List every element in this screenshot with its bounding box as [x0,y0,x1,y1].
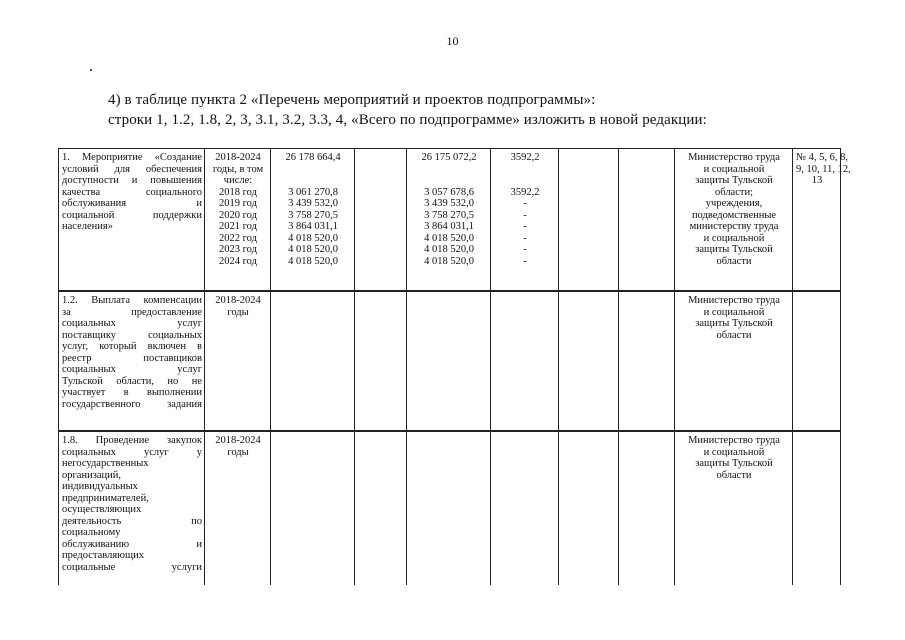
regional-head-value: 26 175 072,2 [421,152,477,163]
text-line: 2018-2024 [215,152,261,163]
empty-cell [619,149,675,292]
text-line: деятельность по [62,515,202,527]
text-line: области [716,329,752,341]
text-line: - [523,255,527,267]
text-line: 3 864 031,1 [424,221,474,232]
other-cell [491,149,559,292]
text-line: - [523,232,527,244]
text-line: 4 018 520,0 [288,244,338,255]
text-line: Министерство труда [688,152,780,163]
regional-cell [407,431,491,585]
text-line: - [523,244,527,255]
years-cell [205,149,271,292]
total-list [274,187,352,268]
total-head-value: 26 178 664,4 [285,152,341,163]
text-line: 3592,2 [510,186,540,198]
table-row [59,149,841,292]
measure-name [62,295,202,410]
indicators-cell [793,431,841,585]
executor-cell [675,431,793,585]
text-line: социальных услуг [62,318,202,329]
indicators-cell [793,149,851,292]
text-line: условий для обеспечения [62,163,202,175]
intro-line-2: строки 1, 1.2, 1.8, 2, 3, 3.1, 3.2, 3.3, 4, «Всего по подпрограмме» изложить в новой редакции: [108,112,707,128]
years-cell [205,431,271,585]
federal-cell [355,431,407,585]
total-cell [271,431,355,585]
years-list [208,295,268,318]
text-line: Министерство труда [688,295,780,306]
executor [678,435,790,481]
years-cell [205,291,271,431]
text-line: индивидуальных [62,481,138,492]
text-line: 2018-2024 [215,435,261,446]
text-line: предоставляющих [62,550,144,561]
text-line: - [523,198,527,209]
text-line: - [523,209,527,221]
text-line: качества социального [62,186,202,198]
text-line: негосударственных [62,458,149,469]
measure-name [62,435,202,573]
text-line: Министерство труда [688,435,780,446]
text-line: поставщику социальных [62,329,202,341]
text-line: и социальной [703,232,765,244]
text-line: области; [714,186,754,198]
measure-name-cell [59,149,205,292]
executor [678,295,790,341]
scan-speck [90,69,92,71]
text-line: за предоставление [62,306,202,318]
text-line: 2018-2024 [215,295,261,306]
text-line: 3 758 270,5 [288,209,338,221]
other-cell [491,431,559,585]
text-line: 2021 год [219,221,257,232]
text-line: 3 057 678,6 [424,186,474,198]
text-line: 3 758 270,5 [424,209,474,221]
regional-list [410,187,488,268]
indicators-cell [793,291,841,431]
text-line: 2020 год [219,209,257,221]
text-line: 2024 год [219,255,257,267]
total-cell [271,291,355,431]
text-line: 4 018 520,0 [424,232,474,244]
intro-line-1: 4) в таблице пункта 2 «Перечень мероприятий и проектов подпрограммы»: [108,92,596,108]
measures-table [58,148,851,585]
text-line: 3 864 031,1 [288,221,338,232]
text-line: 4 018 520,0 [288,255,338,267]
text-line: 4 018 520,0 [288,232,338,244]
other-head-value: 3592,2 [510,152,540,163]
text-line: Тульской области, но не [62,375,202,387]
text-line: и социальной [703,163,765,175]
empty-cell [559,291,619,431]
text-line: населения» [62,221,113,232]
text-line: 3 061 270,8 [288,186,338,198]
empty-cell [559,431,619,585]
text-line: 3 439 532,0 [288,198,338,209]
text-line: 13 [811,175,823,186]
executor-cell [675,291,793,431]
text-line: защиты Тульской [695,244,773,255]
measure-name-cell [59,431,205,585]
text-line: государственного задания [62,398,202,410]
text-line: социальные услуги [62,561,202,573]
text-line: министерству труда [689,221,779,232]
measure-name [62,152,202,233]
empty-cell [619,291,675,431]
indicators [796,152,851,187]
text-line: и социальной [703,446,765,458]
text-line: 9, 10, 11, 12, [796,163,851,175]
text-line: годы [227,306,249,318]
text-line: обслуживанию и [62,538,202,550]
federal-cell [355,149,407,292]
text-line: - [523,221,527,232]
executor-cell [675,149,793,292]
total-cell [271,149,355,292]
regional-cell [407,149,491,292]
text-line: социальному [62,527,121,538]
text-line: услуг, который включен в [62,341,202,352]
text-line: защиты Тульской [695,458,773,469]
other-list [494,187,556,268]
other-cell [491,291,559,431]
text-line: социальных услуг [62,364,202,375]
text-line: социальной поддержки [62,209,202,221]
text-line: осуществляющих [62,504,142,515]
text-line: 4 018 520,0 [424,255,474,267]
text-line: числе: [223,175,253,186]
empty-cell [619,431,675,585]
table-row [59,291,841,431]
years-list [208,435,268,458]
text-line: защиты Тульской [695,175,773,186]
text-line: реестр поставщиков [62,352,202,364]
text-line: организаций, [62,469,121,481]
text-line: 4 018 520,0 [424,244,474,255]
text-line: и социальной [703,306,765,318]
text-line: 3 439 532,0 [424,198,474,209]
federal-cell [355,291,407,431]
years-list [208,187,268,268]
text-line: годы, в том [212,163,264,175]
years-head [208,152,268,187]
text-line: области [716,255,752,267]
text-line: 1. Мероприятие «Создание [62,152,202,163]
measure-name-cell [59,291,205,431]
text-line: области [716,469,752,481]
text-line: 1.8. Проведение закупок [62,435,202,446]
text-line: предпринимателей, [62,492,149,504]
text-line: 2022 год [219,232,257,244]
text-line: защиты Тульской [695,318,773,329]
text-line: № 4, 5, 6, 8, [796,152,849,163]
text-line: годы [227,446,249,458]
text-line: социальных услуг у [62,446,202,458]
page-number: 10 [446,34,459,48]
table-row [59,431,841,585]
executor [678,152,790,267]
text-line: 1.2. Выплата компенсации [62,295,202,306]
text-line: подведомственные [691,209,777,221]
text-line: обслуживания и [62,198,202,209]
text-line: учреждения, [705,198,763,209]
text-line: 2019 год [219,198,257,209]
empty-cell [559,149,619,292]
text-line: участвует в выполнении [62,387,202,398]
text-line: доступности и повышения [62,175,202,186]
regional-cell [407,291,491,431]
text-line: 2018 год [219,186,257,198]
text-line: 2023 год [219,244,257,255]
